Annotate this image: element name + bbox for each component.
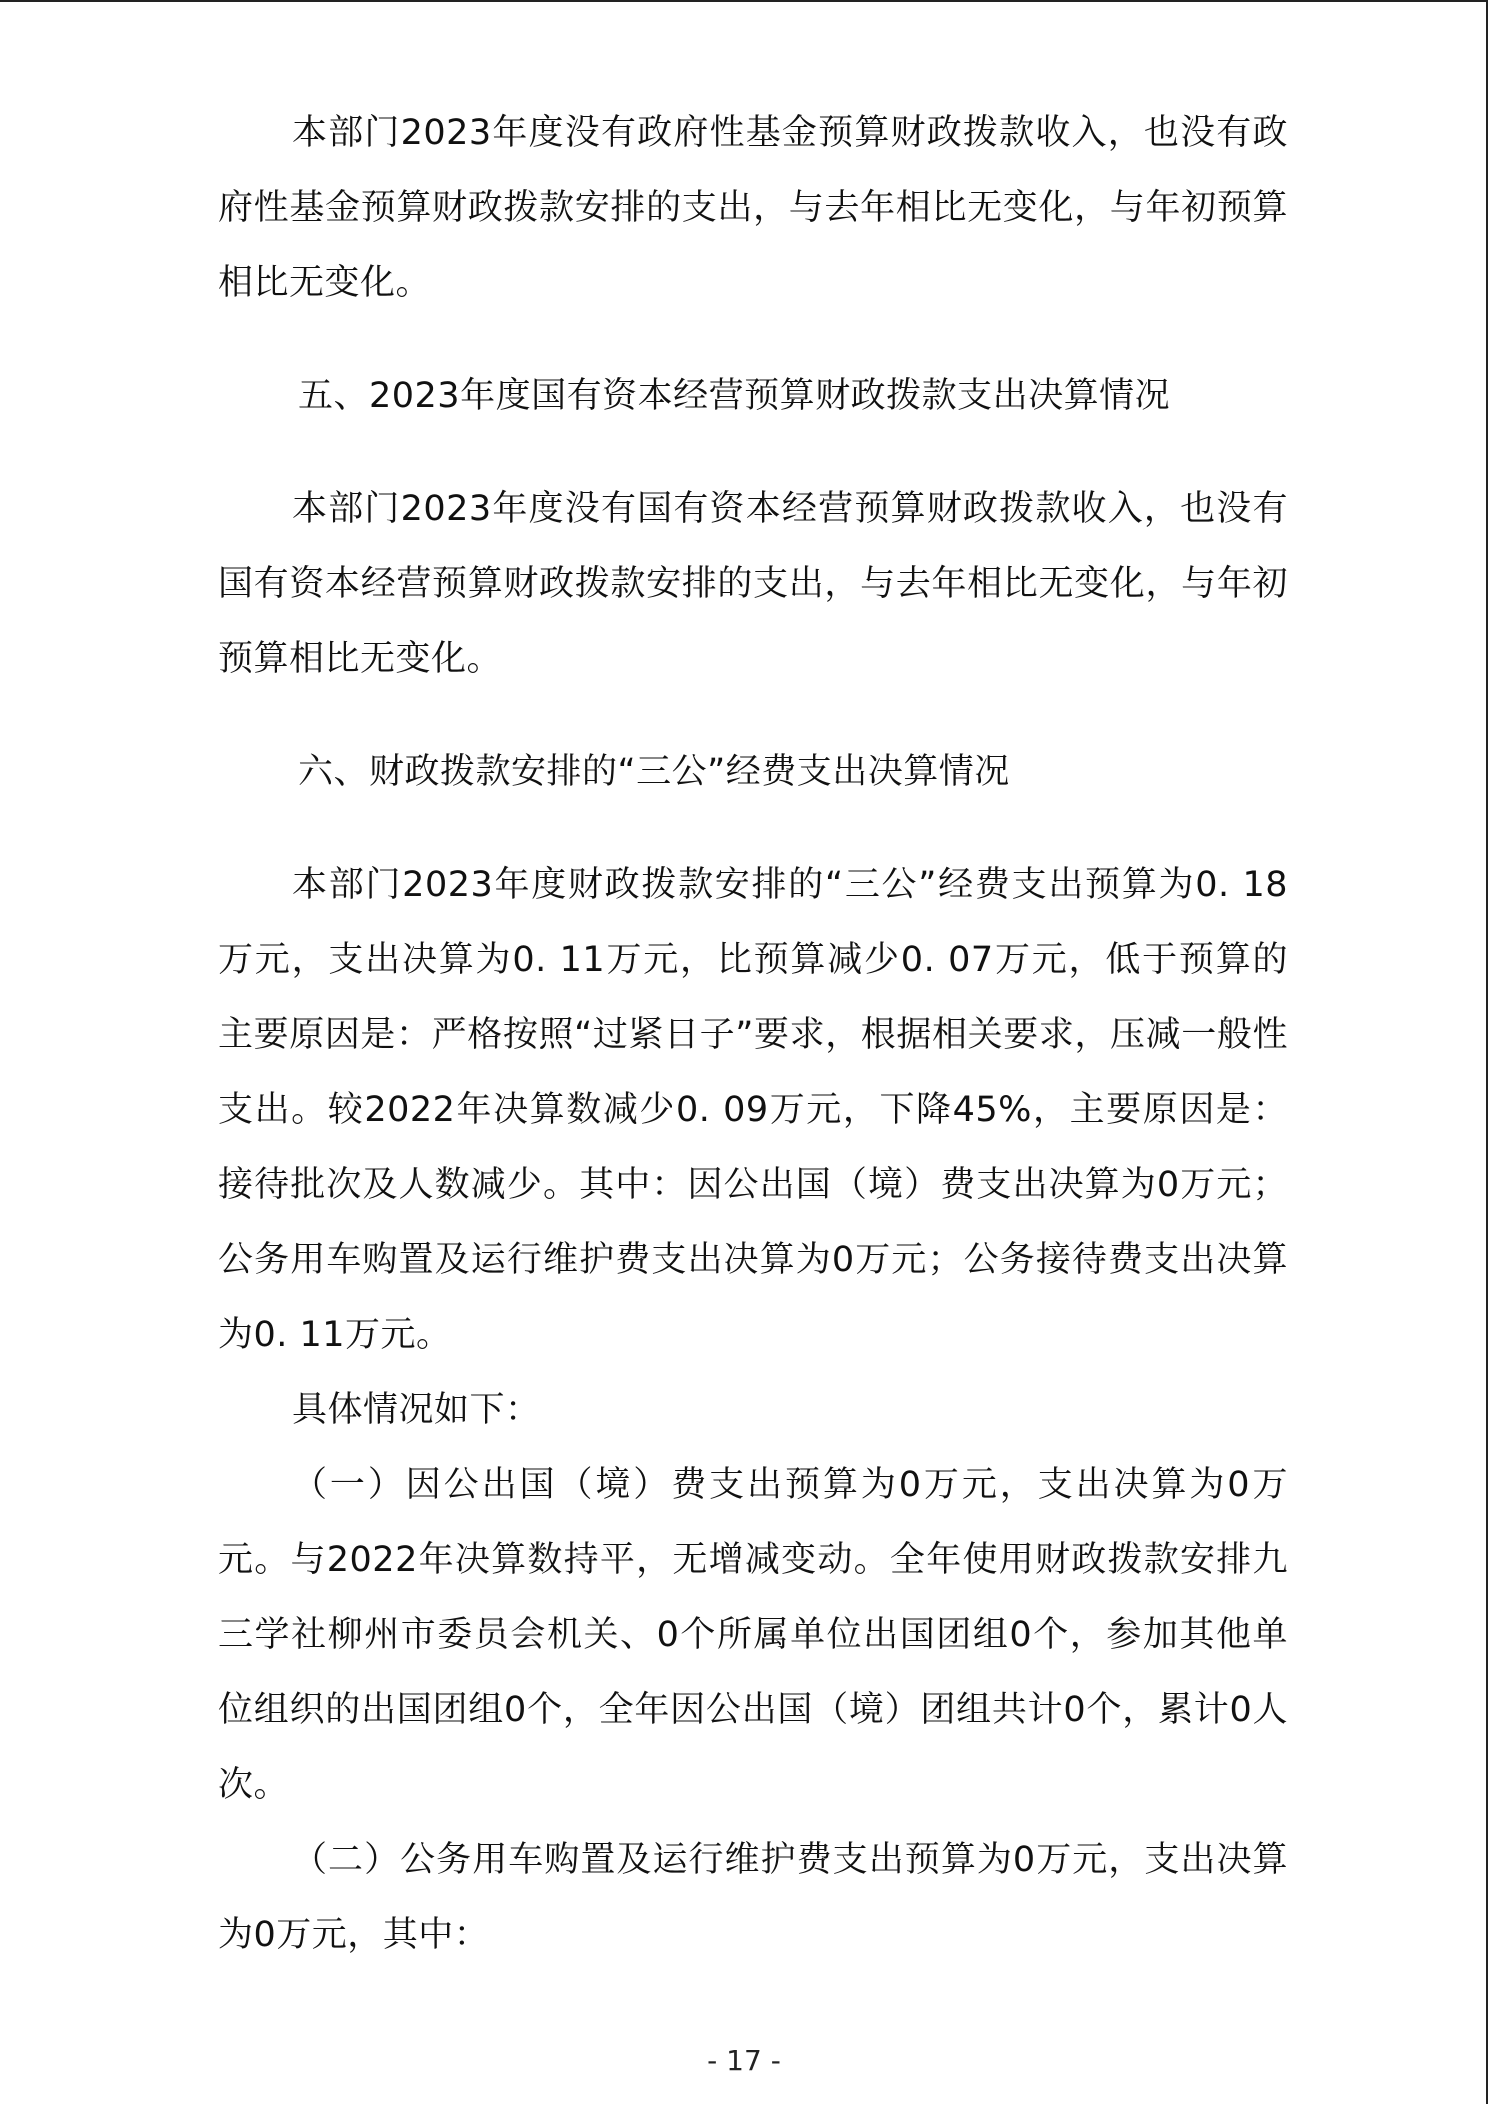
section-heading-5: 五、2023年度国有资本经营预算财政拨款支出决算情况 <box>298 376 1171 416</box>
spacer <box>218 697 1288 735</box>
paragraph-overseas-travel: （一）因公出国（境）费支出预算为0万元，支出决算为0万元。与2022年决算数持平，无增减变动。全年使用财政拨款安排九三学社柳州市委员会机关、0个所属单位出国团组0个，参加其他单位组织的出国团组0个，全年因公出国（境）团组共计0个，累计0人次。 <box>218 1465 1288 1805</box>
paragraph-state-capital: 本部门2023年度没有国有资本经营预算财政拨款收入，也没有国有资本经营预算财政拨款安排的支出，与去年相比无变化，与年初预算相比无变化。 <box>218 489 1288 679</box>
spacer <box>218 321 1288 359</box>
page-border-top <box>0 0 1488 2</box>
spacer <box>218 810 1288 848</box>
spacer <box>218 434 1288 472</box>
paragraph-government-fund: 本部门2023年度没有政府性基金预算财政拨款收入，也没有政府性基金预算财政拨款安排的支出，与去年相比无变化，与年初预算相比无变化。 <box>218 113 1288 303</box>
section-heading-6: 六、财政拨款安排的“三公”经费支出决算情况 <box>298 752 1010 792</box>
paragraph-three-public-expenses: 本部门2023年度财政拨款安排的“三公”经费支出预算为0. 18万元，支出决算为0. 11万元，比预算减少0. 07万元，低于预算的主要原因是：严格按照“过紧日子”要求，根据相关要求，压减一般性支出。较2022年决算数减少0. 09万元，下降45%，主要原因是：接待批次及人数减少。其中：因公出国（境）费支出决算为0万元；公务用车购置及运行维护费支出决算为0万元；公务接待费支出决算为0. 11万元。 <box>218 865 1288 1355</box>
document-body <box>218 96 1288 1973</box>
paragraph-official-vehicles: （二）公务用车购置及运行维护费支出预算为0万元，支出决算为0万元，其中： <box>218 1840 1288 1955</box>
page-number: - 17 - <box>707 2044 781 2077</box>
paragraph-details-intro: 具体情况如下： <box>292 1390 541 1430</box>
